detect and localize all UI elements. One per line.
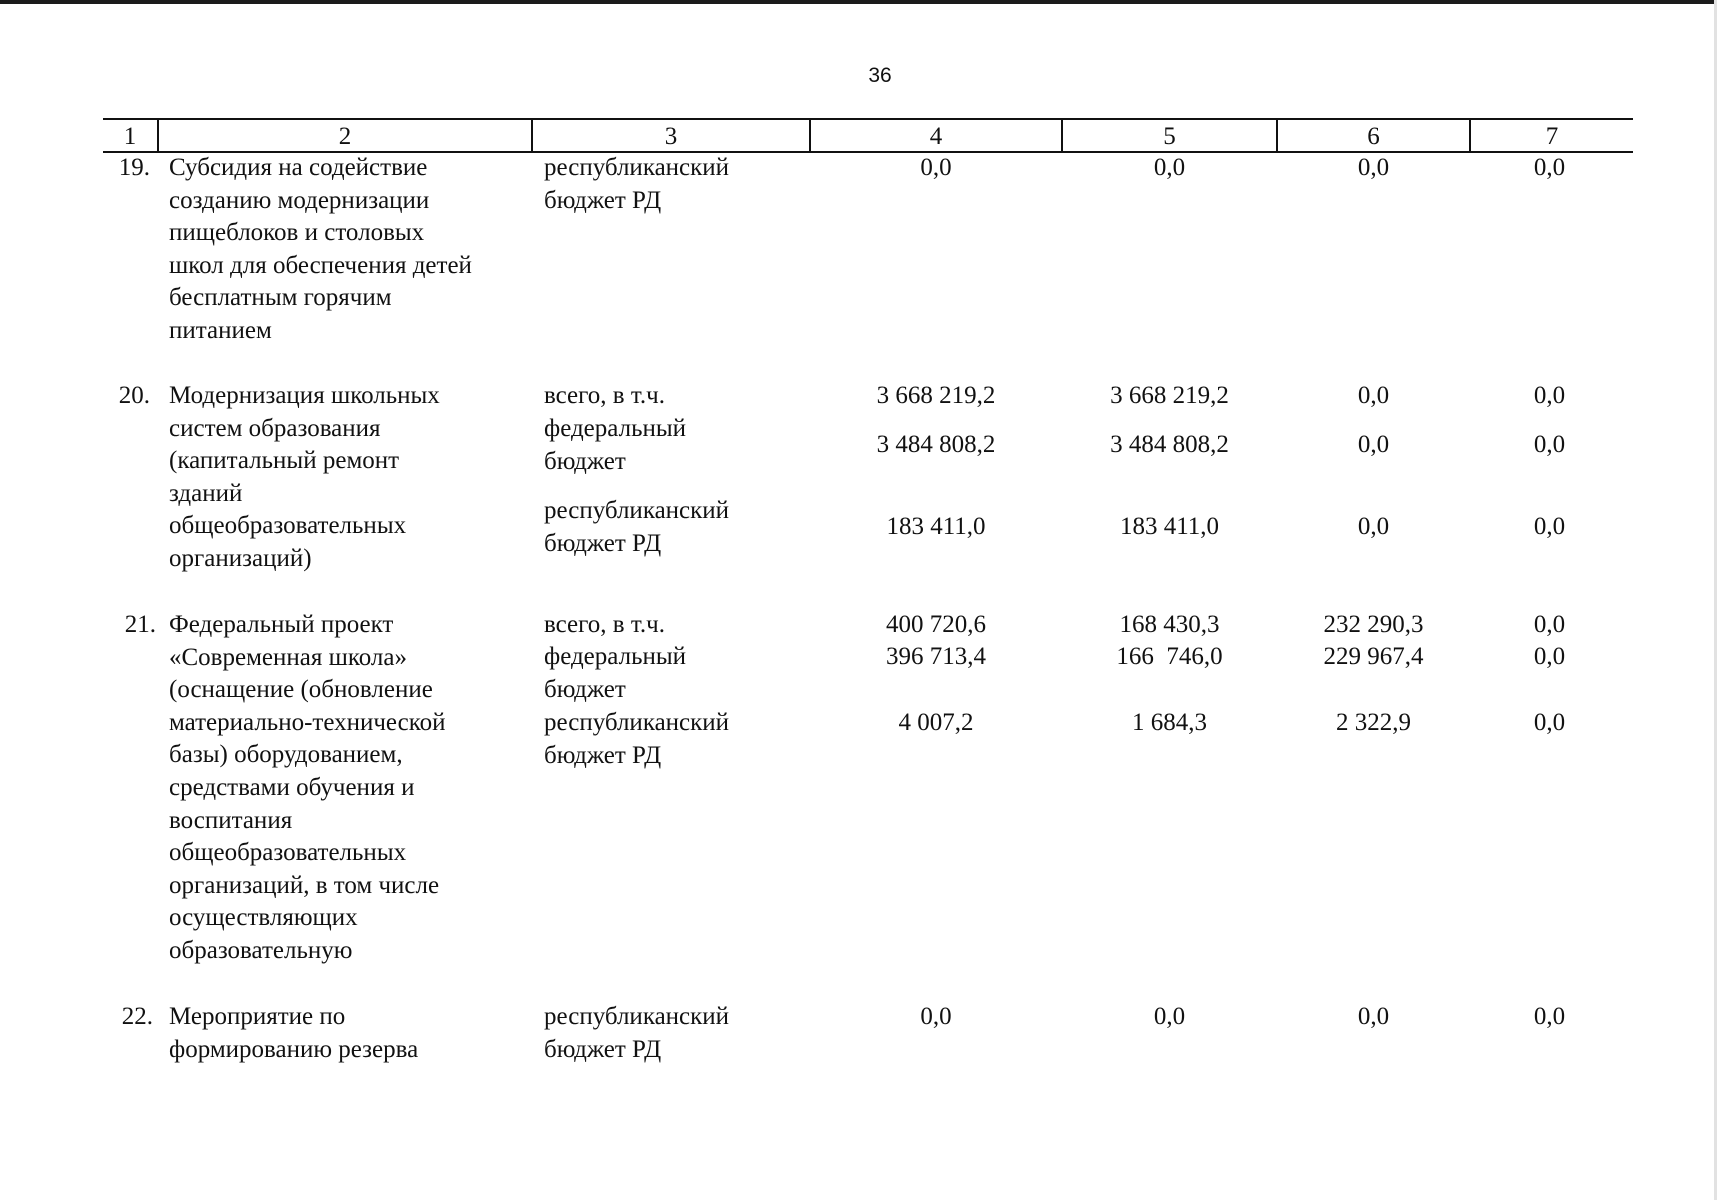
column-header-3: 3	[664, 123, 678, 150]
value-col-6: 232 290,3	[1323, 611, 1424, 638]
value-col-7: 0,0	[1533, 611, 1566, 638]
row-number: 20.	[118, 382, 150, 409]
value-col-5: 3 668 219,2	[1110, 382, 1229, 409]
funding-source: республиканский бюджет РД	[544, 154, 730, 214]
value-col-7: 0,0	[1533, 431, 1566, 458]
value-col-6: 0,0	[1357, 431, 1390, 458]
value-col-6: 0,0	[1357, 1003, 1390, 1030]
scan-border-top	[0, 0, 1717, 4]
header-top-rule	[103, 118, 1633, 120]
row-name: Федеральный проект «Современная школа» (оснащение (обновление материально-технической базы) оборудованием, средствами обучения и воспитания общеобразовательных организаций, в том числе осуществляющих образовательную	[169, 611, 446, 964]
column-header-5: 5	[1163, 123, 1176, 150]
column-header-1: 1	[123, 123, 137, 150]
value-col-6: 0,0	[1357, 382, 1390, 409]
value-col-6: 2 322,9	[1336, 709, 1411, 736]
page-number: 36	[868, 64, 892, 87]
row-number: 21.	[124, 611, 156, 638]
value-col-7: 0,0	[1533, 1003, 1566, 1030]
funding-source: республиканский бюджет РД	[544, 1003, 730, 1063]
value-col-4: 3 484 808,2	[876, 431, 996, 458]
value-col-5: 3 484 808,2	[1110, 431, 1229, 458]
value-col-7: 0,0	[1533, 382, 1566, 409]
column-header-2: 2	[338, 123, 352, 150]
column-header-7: 7	[1545, 123, 1559, 150]
value-col-4: 0,0	[920, 154, 952, 181]
value-col-5: 0,0	[1153, 1003, 1186, 1030]
funding-source: всего, в т.ч.	[544, 382, 665, 409]
row-name: Субсидия на содействие созданию модернизации пищеблоков и столовых школ для обеспечения детей бесплатным горячим питанием	[169, 154, 472, 344]
value-col-7: 0,0	[1533, 709, 1566, 736]
funding-source: федеральный бюджет	[544, 643, 687, 703]
value-col-5: 166 746,0	[1116, 643, 1223, 670]
value-col-4: 400 720,6	[886, 611, 986, 638]
row-name: Модернизация школьных систем образования (капитальный ремонт зданий общеобразовательных организаций)	[169, 382, 440, 572]
value-col-7: 0,0	[1533, 154, 1566, 181]
value-col-7: 0,0	[1533, 643, 1566, 670]
value-col-6: 229 967,4	[1323, 643, 1424, 670]
value-col-5: 0,0	[1153, 154, 1186, 181]
value-col-4: 4 007,2	[898, 709, 974, 736]
value-col-4: 0,0	[920, 1003, 952, 1030]
row-number: 22.	[121, 1003, 153, 1030]
value-col-4: 396 713,4	[886, 643, 986, 670]
value-col-7: 0,0	[1533, 513, 1566, 540]
value-col-5: 1 684,3	[1132, 709, 1207, 736]
value-col-4: 183 411,0	[886, 513, 986, 540]
value-col-5: 168 430,3	[1119, 611, 1220, 638]
funding-source: республиканский бюджет РД	[544, 497, 730, 557]
value-col-6: 0,0	[1357, 513, 1390, 540]
row-number: 19.	[118, 154, 150, 181]
funding-source: республиканский бюджет РД	[544, 709, 730, 769]
value-col-6: 0,0	[1357, 154, 1390, 181]
row-name: Мероприятие по формированию резерва	[169, 1003, 419, 1063]
column-header-6: 6	[1367, 123, 1380, 150]
funding-source: всего, в т.ч.	[544, 611, 665, 638]
funding-source: федеральный бюджет	[544, 415, 687, 475]
value-col-5: 183 411,0	[1119, 513, 1220, 540]
value-col-4: 3 668 219,2	[876, 382, 996, 409]
column-header-4: 4	[929, 123, 943, 150]
